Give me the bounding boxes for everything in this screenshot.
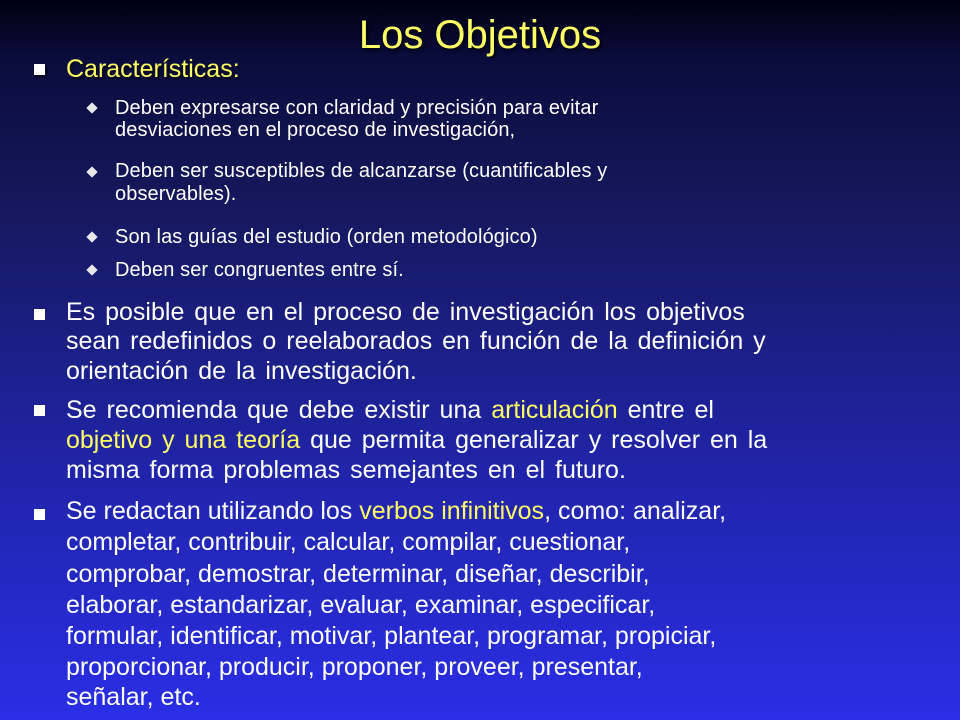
square-bullet-icon [34,64,45,75]
bullet-4-line-1 [66,496,726,526]
bullet-3-line-1-a: Se recomienda que debe existir una [66,396,492,424]
bullet-4-line-6: proporcionar, producir, proponer, proveer, presentar, [66,653,643,681]
bullet-3-line-2-b: que permita generalizar y resolver en la [300,426,768,454]
bullet-4-line-1-b: , como: analizar, [544,497,727,525]
bullet-3-line-1-b: entre el [617,396,714,424]
bullet-2-line-3: orientación de la investigación. [66,357,417,385]
diamond-bullet-icon [86,166,97,177]
bullet-4-line-2: completar, contribuir, calcular, compilar, cuestionar, [66,528,631,556]
bullet-2-line-2: sean redefinidos o reelaborados en función de la definición y [66,327,766,355]
caracteristica-item-1-line-2: desviaciones en el proceso de investigación, [115,119,516,141]
caracteristicas-heading: Características: [66,55,240,83]
bullet-4-line-3: comprobar, demostrar, determinar, diseñar, describir, [66,560,650,588]
bullet-3-line-2 [66,425,767,455]
bullet-3-line-3: misma forma problemas semejantes en el futuro. [66,456,626,484]
bullet-3-line-1 [66,395,714,425]
square-bullet-icon [34,405,45,416]
bullet-4-line-4: elaborar, estandarizar, evaluar, examinar, especificar, [66,591,656,619]
caracteristica-item-1-line-1: Deben expresarse con claridad y precisión para evitar [115,97,599,119]
highlight-verbos-infinitivos: verbos infinitivos [359,497,545,525]
highlight-objetivo-teoria: objetivo y una teoría [66,426,301,454]
square-bullet-icon [34,509,45,520]
bullet-4-line-1-a: Se redactan utilizando los [66,497,360,525]
caracteristica-item-2-line-2: observables). [115,183,237,205]
square-bullet-icon [34,309,45,320]
slide-title: Los Objetivos [358,13,602,57]
diamond-bullet-icon [86,231,97,242]
bullet-2-line-1: Es posible que en el proceso de investigación los objetivos [66,298,745,326]
diamond-bullet-icon [86,102,97,113]
caracteristica-item-4: Deben ser congruentes entre sí. [115,259,404,281]
bullet-4-line-5: formular, identificar, motivar, plantear, programar, propiciar, [66,622,717,650]
bullet-4-line-7: señalar, etc. [66,683,201,711]
caracteristica-item-3: Son las guías del estudio (orden metodológico) [115,226,538,248]
caracteristica-item-2-line-1: Deben ser susceptibles de alcanzarse (cuantificables y [115,160,608,182]
highlight-articulacion: articulación [491,396,618,424]
diamond-bullet-icon [86,264,97,275]
